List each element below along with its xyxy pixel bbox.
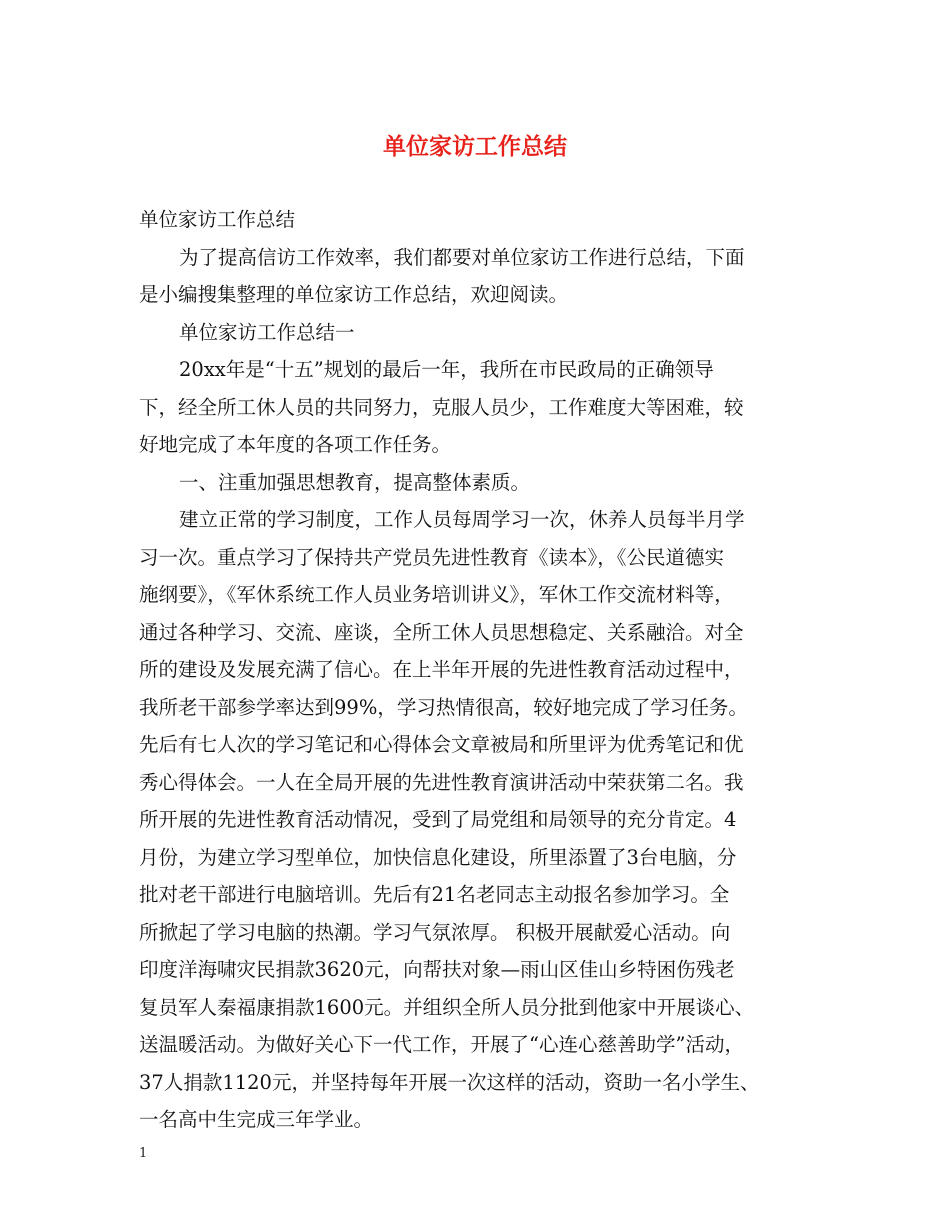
paragraph-line: 20xx年是“十五”规划的最后一年，我所在市民政局的正确领导: [179, 358, 714, 381]
paragraph-line: 月份，为建立学习型单位，加快信息化建设，所里添置了3台电脑，分: [139, 845, 737, 869]
paragraph-line: 一名高中生完成三年学业。: [139, 1108, 374, 1131]
page-number: 1: [139, 1146, 148, 1161]
paragraph-line: 所开展的先进性教育活动情况，受到了局党组和局领导的充分肯定。4: [139, 808, 737, 831]
paragraph-line: 施纲要》，《军休系统工作人员业务培训讲义》，军休工作交流材料等，: [139, 583, 734, 606]
paragraph-line: 秀心得体会。一人在全局开展的先进性教育演讲活动中荣获第二名。我: [139, 770, 744, 794]
paragraph-line: 习一次。重点学习了保持共产党员先进性教育《读本》，《公民道德实: [139, 545, 725, 569]
paragraph-line: 批对老干部进行电脑培训。先后有21名老同志主动报名参加学习。全: [139, 883, 730, 906]
paragraph-line: 所的建设及发展充满了信心。在上半年开展的先进性教育活动过程中，: [139, 658, 744, 681]
paragraph-line: 37人捐款1120元，并坚持每年开展一次这样的活动，资助一名小学生、: [139, 1070, 760, 1094]
paragraph-line: 是小编搜集整理的单位家访工作总结，欢迎阅读。: [139, 283, 569, 306]
paragraph-line: 我所老干部参学率达到99%，学习热情很高，较好地完成了学习任务。: [139, 695, 748, 719]
paragraph-line: 先后有七人次的学习笔记和心得体会文章被局和所里评为优秀笔记和优: [139, 733, 744, 756]
section-heading: 一、注重加强思想教育，提高整体素质。: [179, 470, 531, 494]
paragraph-line: 印度洋海啸灾民捐款3620元，向帮扶对象—雨山区佳山乡特困伤残老: [139, 958, 735, 981]
paragraph-line: 建立正常的学习制度，工作人员每周学习一次，休养人员每半月学: [179, 508, 745, 531]
paragraph-line: 复员军人秦福康捐款1600元。并组织全所人员分批到他家中开展谈心、: [139, 995, 755, 1019]
paragraph-line: 所掀起了学习电脑的热潮。学习气氛浓厚。 积极开展献爱心活动。向: [139, 920, 731, 944]
document-title: 单位家访工作总结: [383, 133, 567, 160]
subtitle-line: 单位家访工作总结: [139, 208, 296, 231]
paragraph-line: 好地完成了本年度的各项工作任务。: [139, 433, 452, 456]
document-body: [139, 201, 816, 1139]
paragraph-line: 送温暖活动。为做好关心下一代工作，开展了“心连心慈善助学”活动，: [139, 1033, 744, 1056]
paragraph-line: 下，经全所工休人员的共同努力，克服人员少，工作难度大等困难，较: [139, 395, 744, 419]
paragraph-line: 通过各种学习、交流、座谈，全所工休人员思想稳定、关系融洽。对全: [139, 620, 744, 644]
section-heading: 单位家访工作总结一: [179, 320, 355, 344]
paragraph-line: 为了提高信访工作效率，我们都要对单位家访工作进行总结，下面: [179, 245, 745, 269]
